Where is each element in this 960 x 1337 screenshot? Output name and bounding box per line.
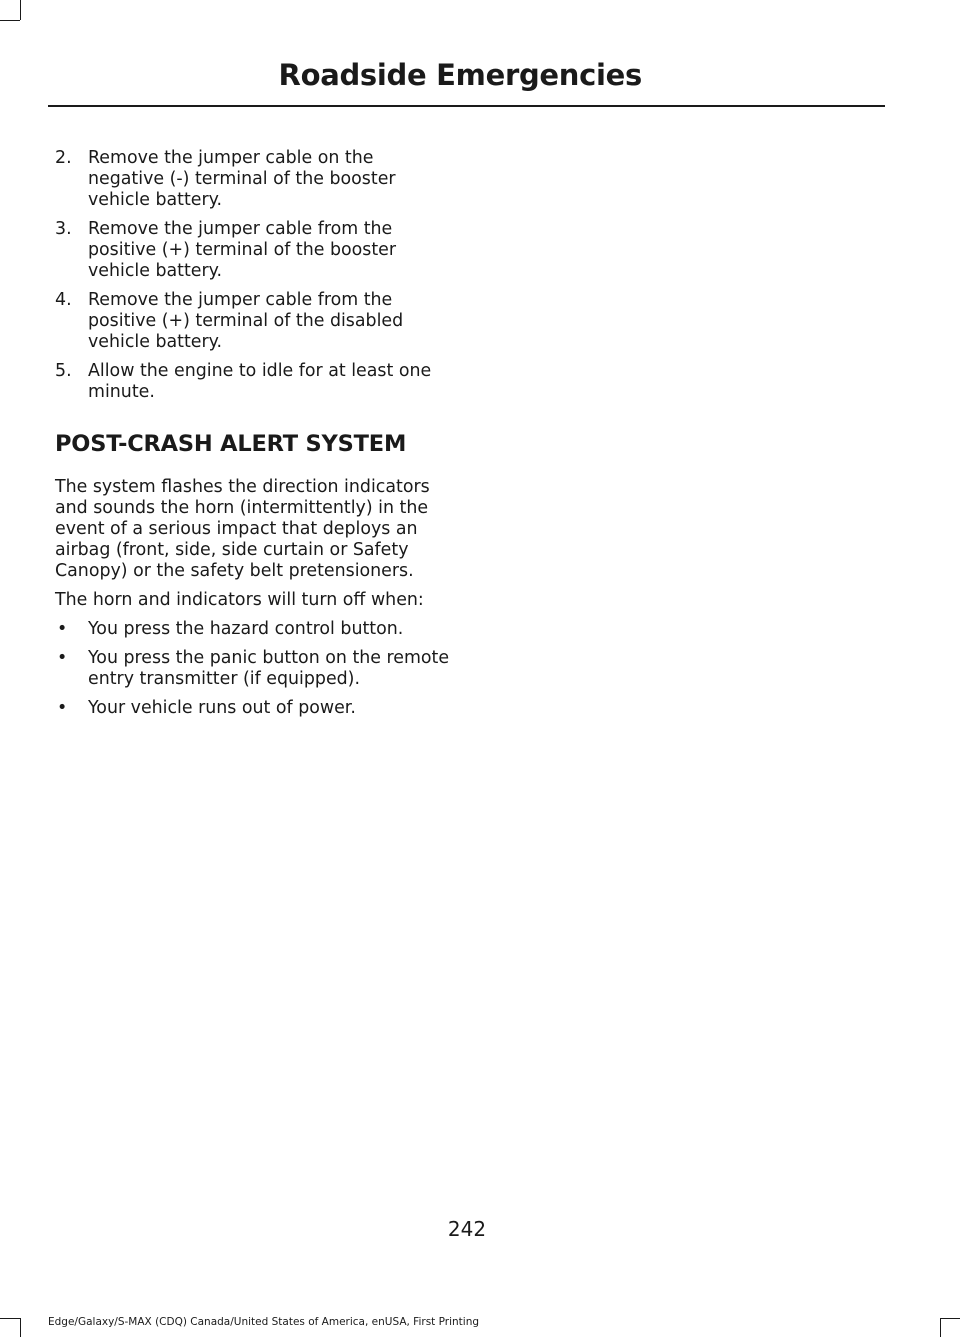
section-paragraph: The system flashes the direction indicators and sounds the horn (intermittently) in the event of a serious impact that deploys an airbag (front, side, side curtain or Safety Canopy) or the safety belt pretensioners. <box>55 477 430 581</box>
step-text: Remove the jumper cable on the negative (-) terminal of the booster vehicle battery. <box>88 148 396 210</box>
section-heading: POST-CRASH ALERT SYSTEM <box>55 431 407 457</box>
crop-mark-bottom-left-h <box>0 1318 20 1319</box>
step-number: 3. <box>55 219 72 239</box>
bullet-text: You press the hazard control button. <box>88 619 404 639</box>
step-item <box>55 219 450 282</box>
step-item <box>55 290 450 353</box>
page-number: 242 <box>447 1217 487 1241</box>
step-number: 5. <box>55 361 72 381</box>
bullet-mark: • <box>57 698 68 718</box>
step-item <box>55 148 450 211</box>
procedure-steps <box>55 148 450 403</box>
crop-mark-bottom-left <box>20 1318 21 1337</box>
step-text: Remove the jumper cable from the positive (+) terminal of the disabled vehicle battery. <box>88 290 404 352</box>
step-item <box>55 361 450 403</box>
section-paragraph: The horn and indicators will turn off when: <box>55 590 424 610</box>
edition-footer: Edge/Galaxy/S-MAX (CDQ) Canada/United States of America, enUSA, First Printing <box>48 1316 480 1328</box>
bullet-text: You press the panic button on the remote entry transmitter (if equipped). <box>88 648 450 689</box>
list-item <box>55 648 450 690</box>
list-item <box>55 619 450 640</box>
list-item <box>55 698 450 719</box>
crop-mark-bottom-right <box>940 1318 941 1337</box>
bullet-list <box>55 619 450 719</box>
page-title: Roadside Emergencies <box>278 58 642 92</box>
bullet-mark: • <box>57 648 68 668</box>
header-divider <box>48 105 885 107</box>
crop-mark-bottom-right-h <box>940 1318 960 1319</box>
bullet-text: Your vehicle runs out of power. <box>88 698 356 718</box>
crop-mark-top-left <box>20 0 21 20</box>
main-column <box>55 148 450 727</box>
step-number: 2. <box>55 148 72 168</box>
step-text: Remove the jumper cable from the positive (+) terminal of the booster vehicle battery. <box>88 219 396 281</box>
step-text: Allow the engine to idle for at least one minute. <box>88 361 432 402</box>
step-number: 4. <box>55 290 72 310</box>
crop-mark-top-left-h <box>0 20 20 21</box>
bullet-mark: • <box>57 619 68 639</box>
